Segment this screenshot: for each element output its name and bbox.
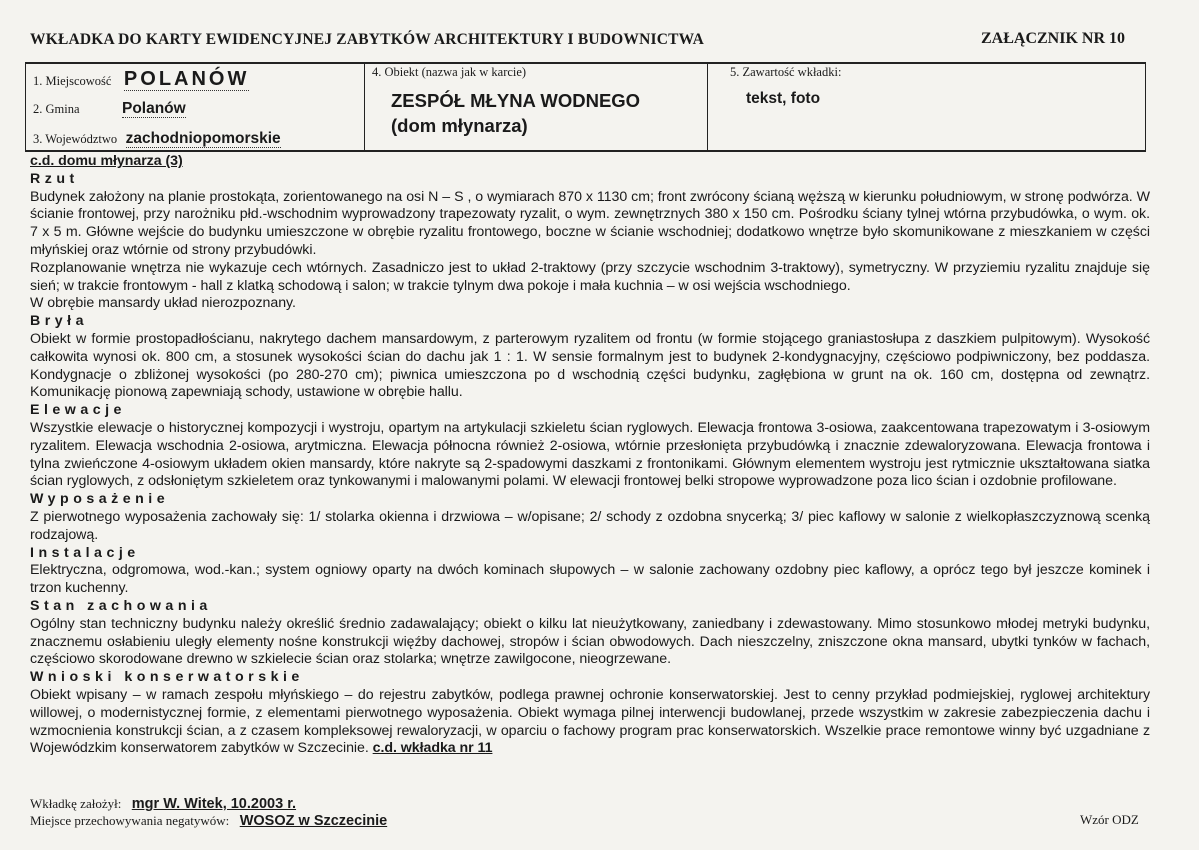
column-divider	[707, 64, 708, 150]
document-title: WKŁADKA DO KARTY EWIDENCYJNEJ ZABYTKÓW ARCHITEKTURY I BUDOWNICTWA	[30, 31, 705, 48]
paragraph-stan-zachowania: Ogólny stan techniczny budynku należy określić średnio zadawalający; obiekt o kilku lat nieużytkowany, zaniedbany i zdewastowany. Mimo stosunkowo młodej metryki budynku, znacznemu osłabieniu uległy elementy nośne konstrukcji więźby dachowej, stropów i ścian obwodowych. Dach nieszczelny, zniszczone okna mansard, ubytki tynków w fachach, częściowo skorodowane drewno w szkielecie ścian oraz stolarka; wnętrze zawilgocone, nieogrzewane.	[30, 615, 1150, 668]
paragraph-wnioski	[30, 687, 1150, 758]
gmina-label: 2. Gmina	[33, 102, 80, 116]
wojewodztwo-value: zachodniopomorskie	[125, 130, 281, 147]
annex-number: ZAŁĄCZNIK NR 10	[981, 30, 1126, 47]
miejscowosc-field	[33, 68, 249, 91]
obiekt-value-line1: ZESPÓŁ MŁYNA WODNEGO	[391, 90, 641, 111]
author-value: mgr W. Witek, 10.2003 r.	[131, 796, 297, 812]
section-heading-wnioski: Wnioski konserwatorskie	[30, 669, 304, 686]
storage-label: Miejsce przechowywania negatywów:	[30, 813, 230, 828]
document-body	[30, 153, 1150, 758]
storage-field	[30, 812, 387, 830]
next-insert-reference: c.d. wkładka nr 11	[372, 740, 493, 757]
section-heading-instalacje: Instalacje	[30, 544, 140, 561]
section-heading-stan-zachowania: Stan zachowania	[30, 597, 212, 614]
paragraph-rzut-1: Budynek założony na planie prostokąta, zorientowanego na osi N – S , o wymiarach 870 x 1130 cm; front zwrócony ścianą węższą w kierunku południowym, w stronę podwórza. W ścianie frontowej, przy narożniku płd.-wschodnim wyprowadzony trapezowaty ryzalit, o wym. zewnętrznych 380 x 150 cm. Pośrodku ściany tylnej wtórna przybudówka, o wym. ok. 7 x 5 m. Główne wejście do budynku umieszczone w obrębie ryzalitu frontowego, boczne w ścianie wschodniej; dodatkowo wnętrze było skomunikowane z mieszkaniem w części młyńskiej oraz wtórnie od strony przybudówki.	[30, 188, 1150, 258]
miejscowosc-label: 1. Miejscowość	[33, 74, 112, 88]
gmina-value: Polanów	[121, 100, 186, 117]
continuation-note: c.d. domu młynarza (3)	[30, 153, 183, 169]
wojewodztwo-field	[33, 130, 281, 148]
paragraph-wnioski-text: Obiekt wpisany – w ramach zespołu młyńskiego – do rejestru zabytków, podlega prawnej ochronie konserwatorskiej. Jest to cenny przykład podmiejskiej, ryglowej architektury willowej, o modernistycznej formie, z elementami pierwotnego wyposażenia. Obiekt wymaga pilnej interwencji budowlanej, przede wszystkim w zakresie zabezpieczenia dachu i wzmocnienia konstrukcji ścian, a z czasem kompleksowej rewaloryzacji, w oparciu o fachowy program prac konserwatorskich. Wszelkie prace remontowe winny być uzgadniane z Wojewódzkim konserwatorem zabytków w Szczecinie.	[30, 686, 1150, 757]
paragraph-rzut-3: W obrębie mansardy układ nierozpoznany.	[30, 295, 296, 312]
section-heading-bryla: Bryła	[30, 313, 88, 330]
header-fields-box	[25, 62, 1146, 152]
paragraph-rzut-2: Rozplanowanie wnętrza nie wykazuje cech wtórnych. Zasadniczo jest to układ 2-traktowy (przy szczycie wschodnim 3-traktowy), symetryczny. W przyziemiu ryzalitu znajduje się sień; w trakcie frontowym - hall z klatką schodową i salon; w trakcie tylnym dwa pokoje i mała kuchnia – w osi wejścia wschodniego.	[30, 259, 1150, 294]
author-field	[30, 795, 296, 813]
author-label: Wkładkę założył:	[30, 796, 122, 811]
obiekt-value-line2: (dom młynarza)	[391, 115, 528, 136]
paragraph-instalacje: Elektryczna, odgromowa, wod.-kan.; system ogniowy oparty na dwóch kominach słupowych – w salonie zachowany ozdobny piec kaflowy, a oprócz tego był jeszcze kominek i trzon kuchenny.	[30, 562, 1150, 597]
miejscowosc-value: POLANÓW	[123, 68, 250, 90]
template-code: Wzór ODZ	[1080, 812, 1139, 827]
paragraph-bryla: Obiekt w formie prostopadłościanu, nakrytego dachem mansardowym, z parterowym ryzalitem od frontu (w formie stojącego graniastosłupa z daszkiem pulpitowym). Wysokość całkowita wynosi ok. 800 cm, a stosunek wysokości ścian do dachu jak 1 : 1. W sensie formalnym jest to budynek 2-kondygnacyjny, częściowo podpiwniczony, bez poddasza. Kondygnacje o zbliżonej wysokości (po 280-270 cm); piwnica umieszczona po d wschodnią części budynku, zagłębiona w grunt na ok. 160 cm, dostępna od zewnątrz. Komunikację pionową zapewniają schody, ustawione w obrębie hallu.	[30, 330, 1150, 401]
section-heading-elewacje: Elewacje	[30, 402, 126, 419]
paragraph-elewacje: Wszystkie elewacje o historycznej kompozycji i wystroju, opartym na artykulacji szkieletu ścian ryglowych. Elewacja frontowa 3-osiowa, zaakcentowana trapezowatym i 3-osiowym ryzalitem. Elewacja wschodnia 2-osiowa, arytmiczna. Elewacja północna również 2-osiowa, wtórnie przesłonięta przybudówką i znacznie zdewaloryzowana. Elewacja frontowa i tylna zwieńczone 4-osiowym układem okien mansardy, które nakryte są 2-spadowymi daszkami z frontonikami. Głównym elementem wystroju jest rytmicznie ukształtowana siatka ścian ryglowych, z odsłoniętym szkieletem oraz tynkowanymi i malowanymi polami. W elewacji frontowej belki stropowe wyprowadzone poza lico ścian i ozdobnie profilowane.	[30, 419, 1150, 490]
obiekt-label: 4. Obiekt (nazwa jak w karcie)	[372, 65, 527, 79]
column-divider	[364, 64, 365, 150]
paragraph-wyposazenie: Z pierwotnego wyposażenia zachowały się: 1/ stolarka okienna i drzwiowa – w/opisane; 2/ schody z ozdobna snycerką; 3/ piec kaflowy w salonie z wielkopłaszczyznową scenką rodzajową.	[30, 508, 1150, 543]
storage-value: WOSOZ w Szczecinie	[239, 813, 388, 829]
gmina-field	[33, 100, 186, 118]
section-heading-rzut: Rzut	[30, 170, 79, 187]
zawartosc-value: tekst, foto	[746, 90, 821, 107]
wojewodztwo-label: 3. Województwo	[33, 132, 118, 146]
section-heading-wyposazenie: Wyposażenie	[30, 491, 170, 508]
zawartosc-label: 5. Zawartość wkładki:	[730, 65, 842, 79]
